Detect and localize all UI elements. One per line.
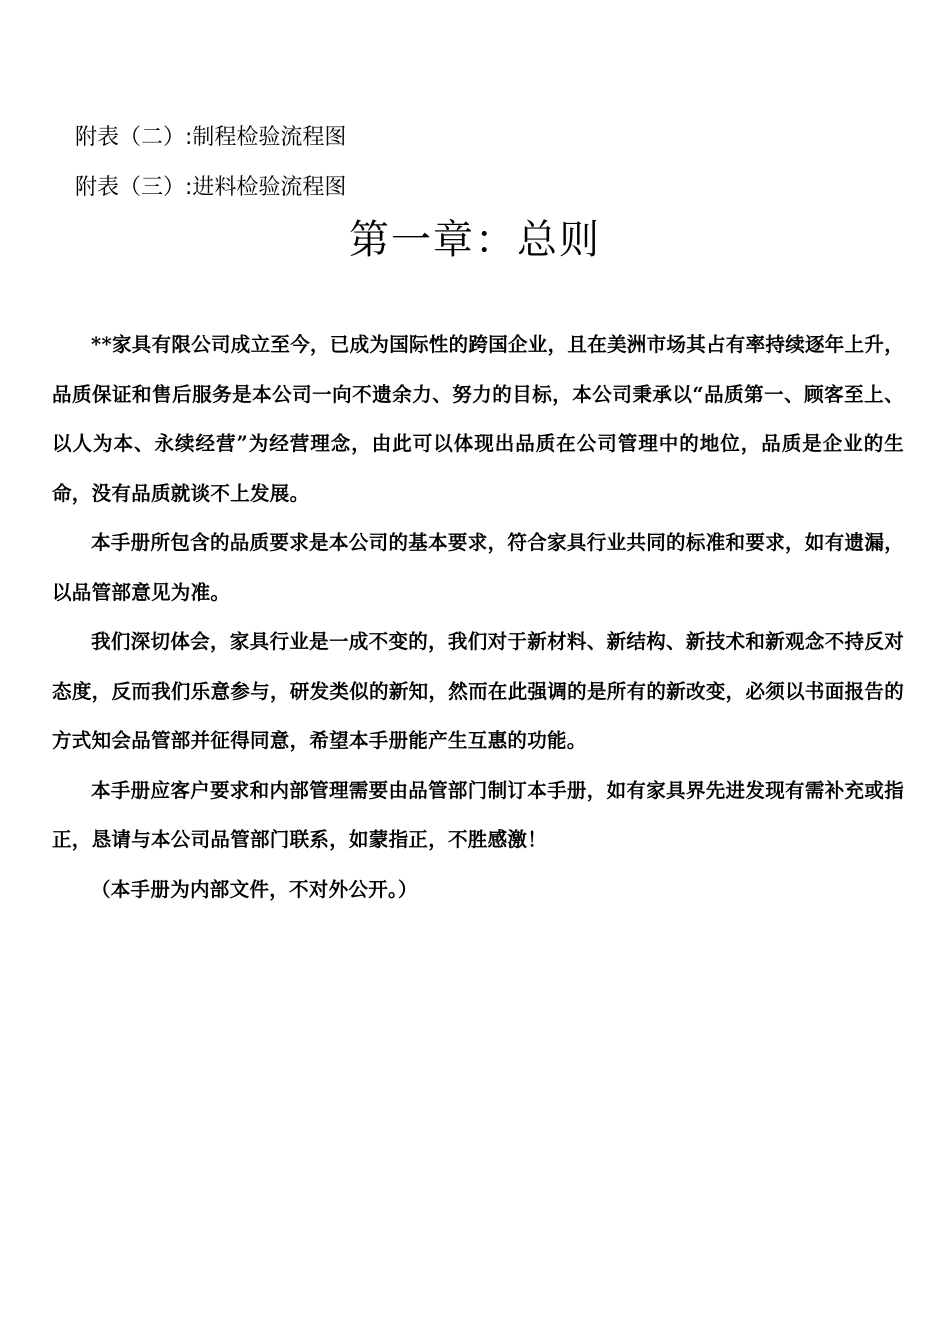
appendix-item-2: 附表（二）:制程检验流程图	[75, 125, 347, 150]
document-body	[52, 320, 904, 914]
appendix-item-3: 附表（三）:进料检验流程图	[75, 175, 347, 200]
chapter-title: 第一章：总则	[349, 217, 601, 263]
paragraph-manual-purpose: 本手册应客户要求和内部管理需要由品管部门制订本手册，如有家具界先进发现有需补充或指正，恳请与本公司品管部门联系，如蒙指正，不胜感激！	[52, 778, 904, 851]
internal-document-note: （本手册为内部文件，不对外公开。）	[91, 877, 418, 901]
paragraph-manual-scope: 本手册所包含的品质要求是本公司的基本要求，符合家具行业共同的标准和要求，如有遗漏，以品管部意见为准。	[52, 531, 904, 604]
paragraph-innovation-policy: 我们深切体会，家具行业是一成不变的，我们对于新材料、新结构、新技术和新观念不持反对态度，反而我们乐意参与，研发类似的新知，然而在此强调的是所有的新改变，必须以书面报告的方式知会品管部并征得同意，希望本手册能产生互惠的功能。	[52, 630, 904, 752]
paragraph-company-intro: **家具有限公司成立至今，已成为国际性的跨国企业，且在美洲市场其占有率持续逐年上升，品质保证和售后服务是本公司一向不遗余力、努力的目标，本公司秉承以“品质第一、顾客至上、以人为本、永续经营”为经营理念，由此可以体现出品质在公司管理中的地位，品质是企业的生命，没有品质就谈不上发展。	[52, 333, 904, 505]
